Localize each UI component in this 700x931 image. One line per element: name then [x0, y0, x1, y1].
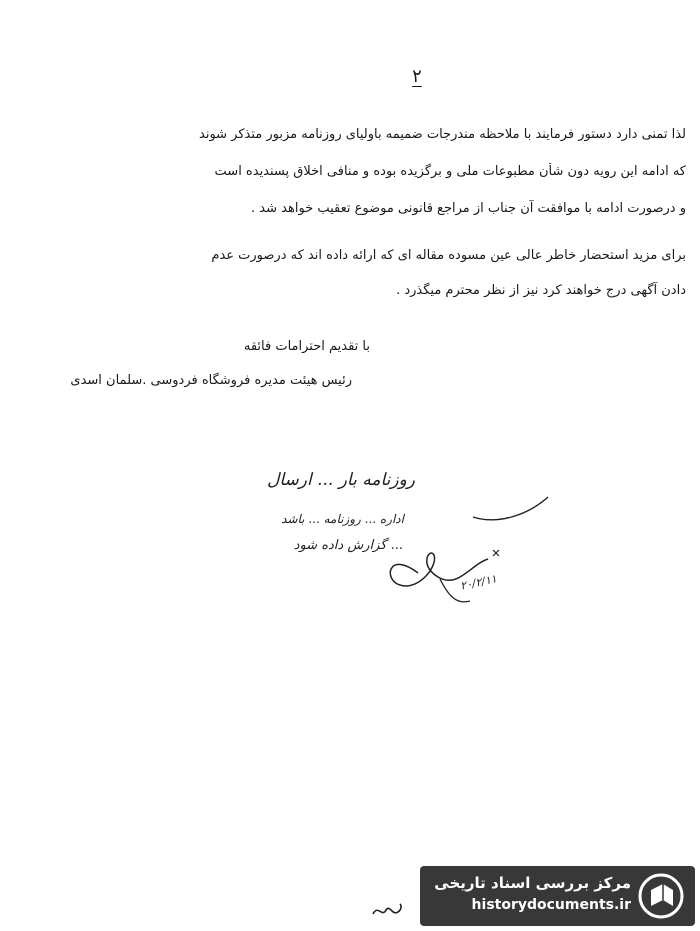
signature-scribble-icon [378, 455, 578, 615]
watermark-title: مرکز بررسی اسناد تاریخی [434, 874, 631, 892]
annotation-line: اداره ... روزنامه ... باشد [281, 512, 404, 526]
paragraph-line: برای مزید استحضار خاطر عالی عین مسوده مقاله ای که ارائه داده اند که درصورت عدم [211, 248, 686, 263]
paragraph-line: لذا تمنی دارد دستور فرمایند با ملاحظه مندرجات ضمیمه باولیای روزنامه مزبور متذکر شوند [199, 127, 686, 142]
handwritten-signature [378, 455, 578, 615]
closing-salutation: با تقدیم احترامات فائقه [243, 339, 370, 354]
watermark-url: historydocuments.ir [471, 897, 631, 913]
paragraph-line: که ادامه این رویه دون شأن مطبوعات ملی و برگزیده بوده و منافی اخلاق پسندیده است [214, 164, 686, 179]
annotation-line: روزنامه بار ... ارسال [266, 470, 415, 490]
archive-watermark [420, 866, 695, 926]
paragraph-line: و درصورت ادامه با موافقت آن جناب از مراجع قانونی موضوع تعقیب خواهد شد . [251, 201, 686, 216]
page-number: ۲ [412, 66, 422, 87]
initials-mark [370, 900, 404, 922]
annotation-date: ۲۰/۲/۱۱ [459, 572, 498, 593]
paragraph-line: دادن آگهی درج خواهند کرد نیز از نظر محترم میگذرد . [396, 283, 686, 298]
annotation-line: ... گزارش داده شود [293, 538, 403, 553]
signer-title: رئیس هیئت مدیره فروشگاه فردوسی .سلمان اسدی [70, 373, 352, 388]
archive-logo-icon [637, 872, 685, 920]
initials-scribble-icon [370, 900, 404, 922]
